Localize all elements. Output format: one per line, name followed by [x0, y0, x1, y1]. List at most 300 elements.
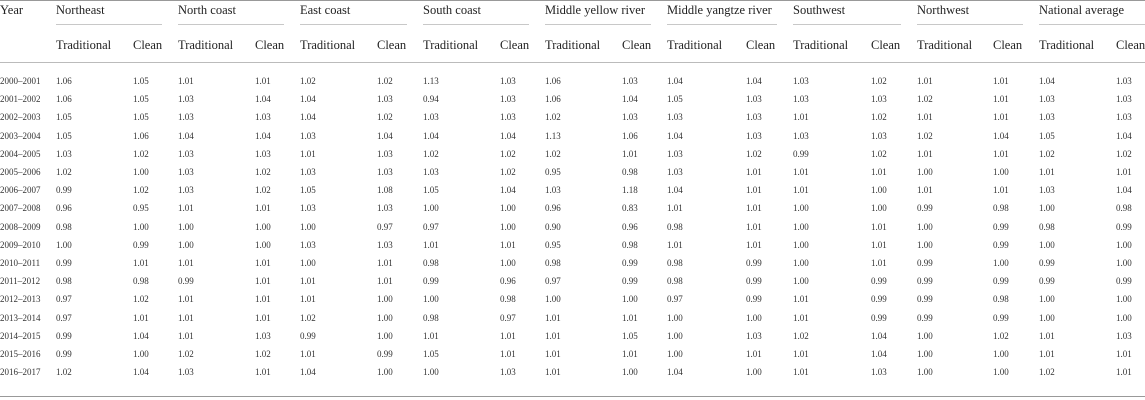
traditional-value-cell: 1.00 [178, 221, 194, 232]
traditional-value-cell: 1.01 [1039, 349, 1055, 359]
traditional-value-cell: 1.05 [56, 112, 72, 123]
clean-subheader: Clean [133, 38, 163, 52]
clean-value-cell: 1.08 [377, 185, 393, 196]
clean-value-cell: 1.03 [746, 94, 762, 105]
traditional-value-cell: 0.99 [917, 312, 933, 323]
clean-value-cell: 1.04 [871, 330, 887, 341]
clean-value-cell: 0.99 [993, 239, 1009, 250]
traditional-value-cell: 1.03 [178, 148, 194, 159]
clean-value-cell: 1.03 [500, 112, 516, 123]
clean-value-cell: 1.01 [377, 276, 393, 287]
traditional-value-cell: 1.03 [178, 167, 194, 177]
clean-value-cell: 1.01 [871, 258, 887, 268]
traditional-value-cell: 1.06 [545, 94, 561, 105]
traditional-value-cell: 1.01 [300, 276, 316, 287]
clean-value-cell: 1.04 [1116, 185, 1132, 196]
clean-value-cell: 1.00 [746, 367, 762, 378]
traditional-value-cell: 1.03 [300, 239, 316, 250]
clean-value-cell: 1.03 [1116, 330, 1132, 341]
traditional-value-cell: 1.01 [178, 312, 194, 323]
traditional-value-cell: 0.90 [545, 221, 561, 232]
traditional-value-cell: 1.02 [178, 349, 194, 359]
traditional-value-cell: 1.05 [56, 130, 72, 141]
clean-value-cell: 1.04 [377, 130, 393, 141]
clean-value-cell: 0.95 [133, 203, 149, 214]
traditional-value-cell: 1.03 [667, 112, 683, 123]
traditional-value-cell: 1.01 [178, 76, 194, 86]
traditional-value-cell: 1.02 [793, 330, 809, 341]
clean-value-cell: 1.01 [500, 330, 516, 341]
clean-value-cell: 0.99 [993, 221, 1009, 232]
region-header-rule [793, 24, 901, 25]
traditional-value-cell: 1.03 [793, 94, 809, 105]
clean-value-cell: 1.03 [746, 330, 762, 341]
region-header-rule [56, 24, 162, 25]
clean-value-cell: 1.02 [133, 294, 149, 305]
traditional-subheader: Traditional [1039, 38, 1095, 52]
traditional-value-cell: 1.01 [793, 167, 809, 177]
traditional-value-cell: 1.00 [667, 330, 683, 341]
traditional-subheader: Traditional [56, 38, 112, 52]
traditional-value-cell: 0.99 [56, 258, 72, 268]
clean-value-cell: 0.97 [377, 221, 393, 232]
traditional-value-cell: 0.99 [56, 330, 72, 341]
traditional-value-cell: 1.01 [423, 330, 439, 341]
traditional-value-cell: 0.99 [793, 148, 809, 159]
traditional-value-cell: 0.99 [300, 330, 316, 341]
year-cell: 2006–2007 [0, 185, 41, 196]
traditional-value-cell: 1.01 [178, 330, 194, 341]
traditional-value-cell: 1.00 [1039, 312, 1055, 323]
clean-value-cell: 1.00 [377, 330, 393, 341]
clean-value-cell: 1.05 [622, 330, 638, 341]
traditional-value-cell: 1.01 [793, 349, 809, 359]
traditional-value-cell: 1.00 [300, 221, 316, 232]
traditional-value-cell: 1.04 [300, 112, 316, 123]
traditional-value-cell: 1.01 [178, 294, 194, 305]
year-cell: 2014–2015 [0, 330, 41, 341]
traditional-subheader: Traditional [917, 38, 973, 52]
region-header: North coast [178, 3, 236, 17]
clean-value-cell: 0.96 [622, 221, 638, 232]
clean-value-cell: 1.00 [500, 258, 516, 268]
year-cell: 2008–2009 [0, 221, 41, 232]
traditional-value-cell: 1.03 [300, 130, 316, 141]
traditional-value-cell: 1.01 [300, 349, 316, 359]
traditional-value-cell: 1.01 [793, 185, 809, 196]
clean-value-cell: 1.04 [500, 185, 516, 196]
clean-value-cell: 1.02 [871, 148, 887, 159]
traditional-value-cell: 1.05 [300, 185, 316, 196]
traditional-value-cell: 1.00 [917, 221, 933, 232]
traditional-value-cell: 1.00 [793, 239, 809, 250]
table-top-rule [0, 0, 1145, 1]
traditional-value-cell: 1.01 [545, 312, 561, 323]
traditional-value-cell: 1.04 [667, 76, 683, 86]
traditional-subheader: Traditional [667, 38, 723, 52]
traditional-value-cell: 0.96 [56, 203, 72, 214]
clean-subheader: Clean [993, 38, 1023, 52]
year-cell: 2004–2005 [0, 148, 41, 159]
traditional-value-cell: 1.00 [1039, 203, 1055, 214]
clean-value-cell: 1.01 [255, 294, 271, 305]
clean-value-cell: 1.03 [622, 76, 638, 86]
traditional-value-cell: 1.05 [423, 185, 439, 196]
clean-value-cell: 1.01 [993, 185, 1009, 196]
traditional-value-cell: 1.01 [917, 185, 933, 196]
traditional-value-cell: 0.94 [423, 94, 439, 105]
clean-value-cell: 1.06 [622, 130, 638, 141]
traditional-subheader: Traditional [545, 38, 601, 52]
clean-value-cell: 1.01 [746, 185, 762, 196]
traditional-value-cell: 1.00 [917, 167, 933, 177]
year-cell: 2002–2003 [0, 112, 41, 123]
traditional-value-cell: 1.01 [667, 239, 683, 250]
clean-value-cell: 1.03 [500, 367, 516, 378]
traditional-value-cell: 1.06 [56, 76, 72, 86]
clean-value-cell: 1.03 [500, 76, 516, 86]
clean-value-cell: 1.00 [622, 294, 638, 305]
clean-value-cell: 0.83 [622, 203, 638, 214]
traditional-value-cell: 0.97 [423, 221, 439, 232]
traditional-value-cell: 1.00 [917, 349, 933, 359]
traditional-value-cell: 1.02 [1039, 367, 1055, 378]
clean-value-cell: 0.99 [746, 276, 762, 287]
clean-value-cell: 1.00 [993, 349, 1009, 359]
region-header: Northwest [917, 3, 970, 17]
clean-value-cell: 1.00 [377, 294, 393, 305]
clean-value-cell: 1.02 [255, 167, 271, 177]
traditional-value-cell: 1.05 [667, 94, 683, 105]
clean-value-cell: 1.04 [255, 94, 271, 105]
clean-value-cell: 1.00 [1116, 312, 1132, 323]
clean-value-cell: 0.99 [993, 312, 1009, 323]
clean-value-cell: 1.03 [255, 330, 271, 341]
traditional-value-cell: 1.00 [793, 258, 809, 268]
clean-value-cell: 0.99 [746, 294, 762, 305]
clean-value-cell: 1.01 [993, 148, 1009, 159]
traditional-value-cell: 1.02 [545, 148, 561, 159]
clean-value-cell: 0.99 [871, 276, 887, 287]
traditional-value-cell: 0.99 [423, 276, 439, 287]
clean-subheader: Clean [746, 38, 776, 52]
year-cell: 2001–2002 [0, 94, 41, 105]
clean-value-cell: 1.01 [255, 276, 271, 287]
traditional-value-cell: 0.98 [545, 258, 561, 268]
clean-value-cell: 1.00 [377, 367, 393, 378]
clean-value-cell: 0.99 [133, 239, 149, 250]
region-header-rule [545, 24, 651, 25]
traditional-value-cell: 0.99 [1039, 258, 1055, 268]
clean-value-cell: 1.02 [746, 148, 762, 159]
clean-value-cell: 1.01 [1116, 349, 1132, 359]
region-header-rule [423, 24, 529, 25]
clean-value-cell: 1.04 [1116, 130, 1132, 141]
traditional-value-cell: 0.96 [545, 203, 561, 214]
clean-subheader: Clean [500, 38, 530, 52]
traditional-value-cell: 1.03 [178, 185, 194, 196]
year-cell: 2003–2004 [0, 130, 41, 141]
clean-value-cell: 1.01 [622, 148, 638, 159]
clean-value-cell: 1.01 [255, 367, 271, 378]
region-header: East coast [300, 3, 351, 17]
clean-value-cell: 1.02 [871, 112, 887, 123]
region-header: National average [1039, 3, 1125, 17]
traditional-subheader: Traditional [423, 38, 479, 52]
year-cell: 2011–2012 [0, 276, 41, 287]
traditional-value-cell: 0.99 [917, 294, 933, 305]
traditional-value-cell: 1.00 [793, 221, 809, 232]
clean-value-cell: 1.01 [746, 239, 762, 250]
traditional-value-cell: 0.98 [667, 221, 683, 232]
clean-value-cell: 0.98 [1116, 203, 1132, 214]
region-header: Middle yangtze river [667, 3, 772, 17]
clean-value-cell: 1.03 [377, 167, 393, 177]
clean-value-cell: 1.01 [993, 112, 1009, 123]
traditional-value-cell: 1.04 [423, 130, 439, 141]
clean-value-cell: 0.99 [622, 258, 638, 268]
clean-value-cell: 1.01 [500, 349, 516, 359]
traditional-value-cell: 0.99 [178, 276, 194, 287]
traditional-subheader: Traditional [178, 38, 234, 52]
traditional-value-cell: 1.02 [300, 312, 316, 323]
clean-value-cell: 0.98 [993, 203, 1009, 214]
traditional-value-cell: 1.02 [545, 112, 561, 123]
traditional-value-cell: 0.99 [917, 203, 933, 214]
clean-value-cell: 1.03 [1116, 112, 1132, 123]
clean-value-cell: 1.03 [622, 112, 638, 123]
clean-value-cell: 1.01 [871, 221, 887, 232]
region-header: Northeast [56, 3, 105, 17]
clean-value-cell: 0.99 [993, 276, 1009, 287]
traditional-value-cell: 1.03 [793, 130, 809, 141]
region-header-rule [178, 24, 284, 25]
year-cell: 2010–2011 [0, 258, 41, 268]
clean-value-cell: 1.01 [1116, 167, 1132, 177]
clean-value-cell: 0.99 [871, 294, 887, 305]
clean-value-cell: 1.02 [377, 112, 393, 123]
clean-value-cell: 0.99 [377, 349, 393, 359]
clean-value-cell: 1.00 [871, 185, 887, 196]
traditional-value-cell: 1.00 [917, 367, 933, 378]
clean-value-cell: 1.03 [1116, 94, 1132, 105]
clean-value-cell: 0.96 [500, 276, 516, 287]
clean-value-cell: 1.02 [993, 330, 1009, 341]
clean-value-cell: 0.99 [746, 258, 762, 268]
traditional-value-cell: 1.03 [545, 185, 561, 196]
clean-value-cell: 1.06 [133, 130, 149, 141]
traditional-value-cell: 1.03 [667, 148, 683, 159]
clean-value-cell: 1.02 [255, 185, 271, 196]
clean-value-cell: 1.04 [746, 76, 762, 86]
traditional-value-cell: 1.13 [545, 130, 561, 141]
traditional-value-cell: 0.98 [667, 276, 683, 287]
clean-value-cell: 0.98 [500, 294, 516, 305]
clean-subheader: Clean [871, 38, 901, 52]
clean-value-cell: 1.01 [1116, 367, 1132, 378]
clean-value-cell: 1.01 [255, 76, 271, 86]
traditional-value-cell: 1.01 [793, 294, 809, 305]
clean-value-cell: 0.98 [133, 276, 149, 287]
clean-value-cell: 1.00 [377, 312, 393, 323]
clean-value-cell: 1.03 [871, 130, 887, 141]
traditional-value-cell: 1.01 [793, 367, 809, 378]
traditional-value-cell: 1.01 [793, 112, 809, 123]
traditional-value-cell: 1.03 [300, 203, 316, 214]
traditional-value-cell: 1.04 [1039, 76, 1055, 86]
traditional-value-cell: 1.00 [793, 203, 809, 214]
traditional-value-cell: 0.97 [56, 312, 72, 323]
clean-value-cell: 1.00 [133, 167, 149, 177]
traditional-value-cell: 0.98 [56, 276, 72, 287]
clean-value-cell: 1.03 [500, 94, 516, 105]
region-header-rule [667, 24, 777, 25]
traditional-value-cell: 1.03 [1039, 94, 1055, 105]
region-header: Southwest [793, 3, 846, 17]
clean-value-cell: 1.00 [1116, 258, 1132, 268]
traditional-value-cell: 1.00 [178, 239, 194, 250]
traditional-value-cell: 0.99 [56, 185, 72, 196]
clean-value-cell: 1.01 [133, 312, 149, 323]
year-cell: 2012–2013 [0, 294, 41, 305]
clean-value-cell: 1.00 [993, 367, 1009, 378]
clean-subheader: Clean [377, 38, 407, 52]
traditional-value-cell: 1.02 [917, 130, 933, 141]
traditional-value-cell: 1.06 [545, 76, 561, 86]
clean-value-cell: 1.01 [133, 258, 149, 268]
clean-value-cell: 1.05 [133, 76, 149, 86]
region-header: South coast [423, 3, 481, 17]
region-header-rule [300, 24, 407, 25]
clean-value-cell: 1.01 [746, 349, 762, 359]
traditional-value-cell: 1.01 [300, 294, 316, 305]
traditional-value-cell: 1.03 [793, 76, 809, 86]
traditional-value-cell: 1.02 [56, 367, 72, 378]
traditional-value-cell: 1.01 [178, 258, 194, 268]
traditional-value-cell: 1.04 [300, 367, 316, 378]
traditional-value-cell: 1.05 [1039, 130, 1055, 141]
year-column-header: Year [0, 3, 24, 17]
clean-value-cell: 1.04 [622, 94, 638, 105]
traditional-value-cell: 0.98 [1039, 221, 1055, 232]
clean-value-cell: 0.97 [500, 312, 516, 323]
traditional-value-cell: 1.00 [917, 330, 933, 341]
traditional-value-cell: 1.01 [917, 76, 933, 86]
traditional-value-cell: 0.97 [545, 276, 561, 287]
traditional-value-cell: 1.01 [917, 112, 933, 123]
traditional-value-cell: 1.00 [423, 294, 439, 305]
traditional-value-cell: 1.01 [667, 203, 683, 214]
clean-value-cell: 1.02 [377, 76, 393, 86]
clean-value-cell: 1.00 [993, 167, 1009, 177]
traditional-value-cell: 1.00 [793, 276, 809, 287]
traditional-value-cell: 1.06 [56, 94, 72, 105]
traditional-value-cell: 0.98 [56, 221, 72, 232]
traditional-value-cell: 1.00 [423, 367, 439, 378]
region-header-rule [917, 24, 1023, 25]
clean-value-cell: 1.00 [255, 221, 271, 232]
clean-value-cell: 0.99 [622, 276, 638, 287]
traditional-value-cell: 1.03 [56, 148, 72, 159]
traditional-value-cell: 1.03 [423, 112, 439, 123]
clean-value-cell: 1.03 [377, 203, 393, 214]
traditional-value-cell: 1.01 [1039, 167, 1055, 177]
clean-value-cell: 1.01 [746, 221, 762, 232]
traditional-value-cell: 1.02 [917, 94, 933, 105]
traditional-value-cell: 1.01 [545, 330, 561, 341]
region-header: Middle yellow river [545, 3, 645, 17]
clean-value-cell: 1.00 [255, 239, 271, 250]
region-header-rule [1039, 24, 1145, 25]
traditional-value-cell: 1.03 [178, 112, 194, 123]
clean-value-cell: 1.02 [133, 185, 149, 196]
clean-value-cell: 1.01 [993, 94, 1009, 105]
clean-value-cell: 1.01 [746, 203, 762, 214]
traditional-value-cell: 1.03 [300, 167, 316, 177]
clean-value-cell: 1.03 [377, 94, 393, 105]
clean-value-cell: 1.02 [133, 148, 149, 159]
clean-value-cell: 1.03 [871, 94, 887, 105]
clean-value-cell: 1.04 [255, 130, 271, 141]
traditional-value-cell: 1.03 [667, 167, 683, 177]
clean-value-cell: 1.01 [871, 167, 887, 177]
traditional-value-cell: 1.01 [178, 203, 194, 214]
clean-value-cell: 1.00 [500, 203, 516, 214]
traditional-value-cell: 0.99 [56, 349, 72, 359]
year-cell: 2005–2006 [0, 167, 41, 177]
clean-value-cell: 1.03 [871, 367, 887, 378]
traditional-value-cell: 0.95 [545, 167, 561, 177]
clean-value-cell: 1.00 [871, 203, 887, 214]
clean-value-cell: 1.00 [1116, 239, 1132, 250]
traditional-value-cell: 1.00 [1039, 294, 1055, 305]
clean-value-cell: 0.99 [871, 312, 887, 323]
clean-value-cell: 1.01 [746, 167, 762, 177]
clean-value-cell: 0.99 [1116, 276, 1132, 287]
header-bottom-rule [0, 62, 1145, 63]
traditional-value-cell: 1.00 [1039, 239, 1055, 250]
year-cell: 2015–2016 [0, 349, 41, 359]
traditional-value-cell: 1.03 [1039, 112, 1055, 123]
traditional-value-cell: 0.99 [1039, 276, 1055, 287]
clean-value-cell: 1.02 [500, 167, 516, 177]
traditional-value-cell: 0.97 [56, 294, 72, 305]
traditional-value-cell: 1.01 [423, 239, 439, 250]
clean-value-cell: 0.99 [1116, 221, 1132, 232]
clean-value-cell: 1.01 [871, 239, 887, 250]
clean-value-cell: 1.00 [133, 349, 149, 359]
traditional-value-cell: 0.97 [667, 294, 683, 305]
clean-value-cell: 1.05 [133, 94, 149, 105]
year-cell: 2013–2014 [0, 312, 41, 323]
year-cell: 2016–2017 [0, 367, 41, 378]
clean-value-cell: 1.01 [622, 349, 638, 359]
table-bottom-rule [0, 396, 1145, 397]
clean-value-cell: 1.03 [377, 148, 393, 159]
clean-value-cell: 1.04 [133, 367, 149, 378]
clean-value-cell: 1.03 [746, 130, 762, 141]
traditional-value-cell: 1.00 [545, 294, 561, 305]
clean-value-cell: 1.04 [133, 330, 149, 341]
year-cell: 2007–2008 [0, 203, 41, 214]
traditional-value-cell: 1.04 [667, 185, 683, 196]
traditional-value-cell: 1.01 [545, 349, 561, 359]
traditional-value-cell: 0.98 [423, 312, 439, 323]
traditional-value-cell: 1.00 [667, 349, 683, 359]
clean-value-cell: 1.05 [133, 112, 149, 123]
traditional-value-cell: 1.02 [56, 167, 72, 177]
traditional-value-cell: 1.01 [793, 312, 809, 323]
